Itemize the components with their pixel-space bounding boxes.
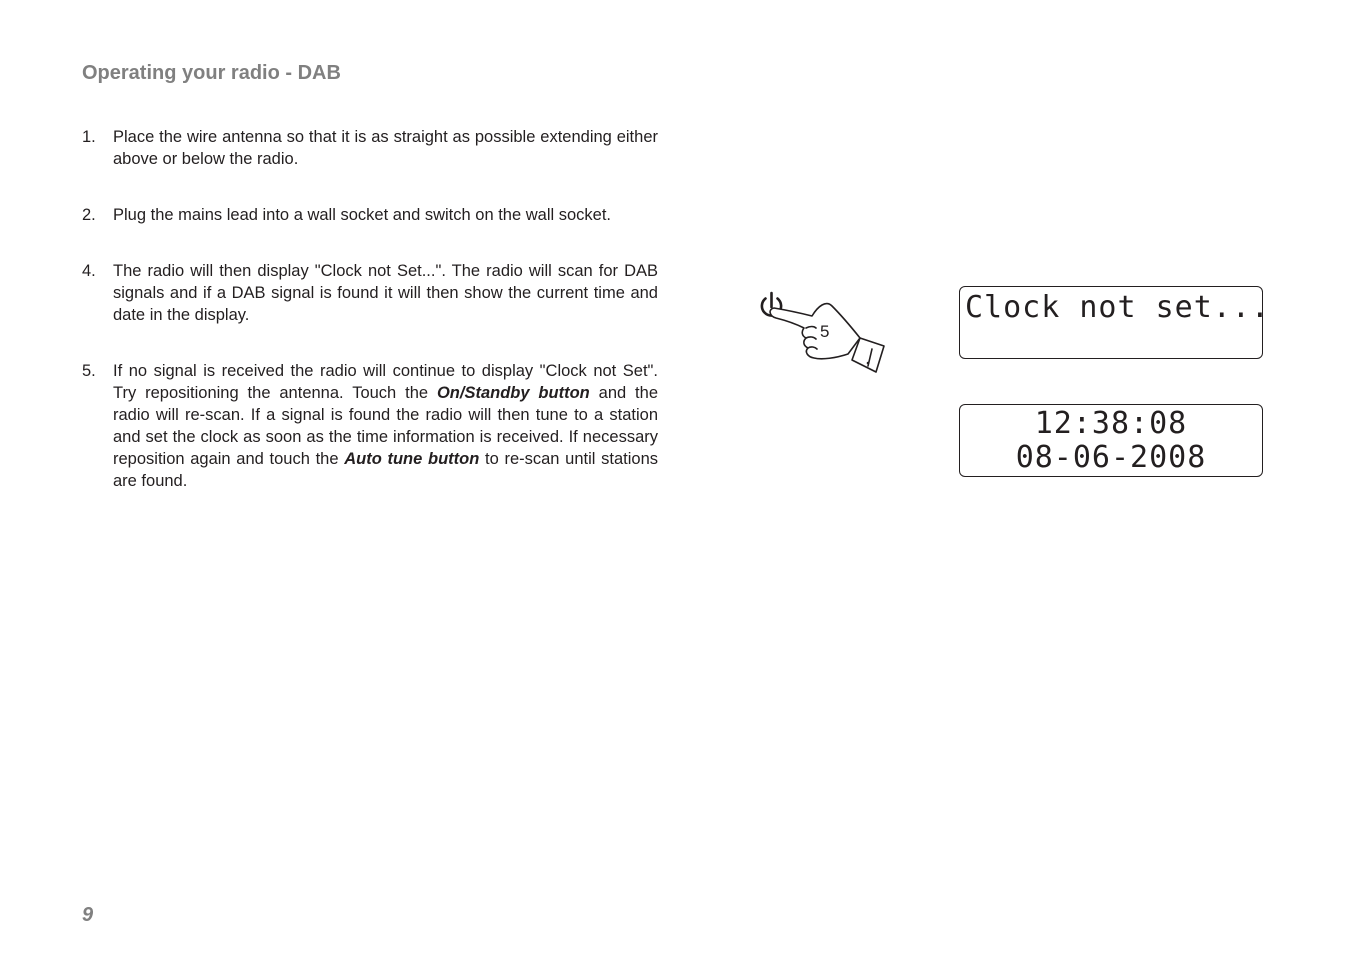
lcd-display-time-date — [959, 404, 1263, 477]
step-number: 2. — [82, 206, 96, 224]
instruction-step — [82, 360, 658, 492]
lcd-display-clock-not-set — [959, 286, 1270, 359]
instruction-step — [82, 126, 658, 170]
step-number: 1. — [82, 128, 96, 146]
on-standby-button-label: On/Standby button — [436, 384, 590, 402]
lcd-line: Clock not set... — [965, 290, 1270, 325]
instruction-step — [82, 260, 658, 326]
instruction-step — [82, 204, 658, 226]
step-text-part: If no signal is received the radio will continue to display "Clock not Set". Try repositioning the antenna. Touch the — [113, 362, 658, 402]
auto-tune-button-label: Auto tune button — [344, 450, 480, 468]
instruction-list — [82, 126, 658, 492]
page-title: Operating your radio - DAB — [82, 62, 341, 84]
step-text-part: to re-scan until stations are found. — [113, 450, 658, 490]
step-text: The radio will then display "Clock not Set...". The radio will scan for DAB signals and if a DAB signal is found it will then show the current time and date in the display. — [113, 262, 658, 324]
lcd-date-line: 08-06-2008 — [1015, 440, 1207, 475]
step-badge: 5 — [820, 322, 830, 341]
step-number: 4. — [82, 262, 96, 280]
step-text — [113, 362, 658, 490]
step-text: Plug the mains lead into a wall socket and switch on the wall socket. — [113, 206, 612, 224]
step-text-part: and the radio will re-scan. If a signal is found the radio will then tune to a station and set the clock as soon as the time information is received. If necessary reposition again and touch the — [113, 384, 658, 468]
step-number: 5. — [82, 362, 96, 380]
lcd-time-line: 12:38:08 — [1034, 406, 1188, 441]
page-number: 9 — [82, 904, 94, 926]
step-text: Place the wire antenna so that it is as straight as possible extending either above or below the radio. — [113, 128, 658, 168]
